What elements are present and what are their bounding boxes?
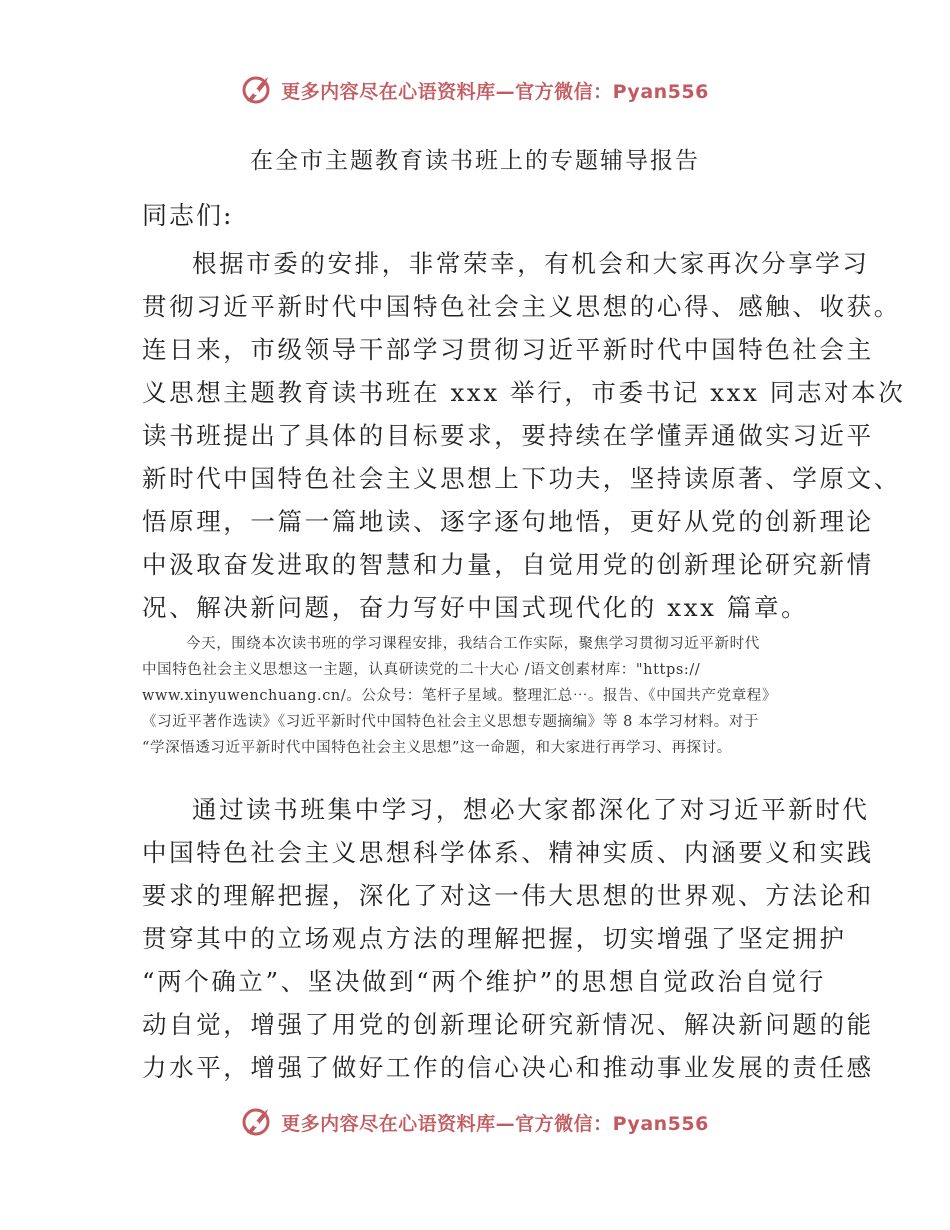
paragraph-line: 贯穿其中的立场观点方法的理解把握，切实增强了坚定拥护 bbox=[142, 924, 847, 953]
paragraph-line: 根据市委的安排，非常荣幸，有机会和大家再次分享学习 bbox=[192, 249, 870, 278]
paragraph-line: 读书班提出了具体的目标要求，要持续在学懂弄通做实习近平 bbox=[142, 421, 874, 450]
salutation: 同志们: bbox=[142, 201, 234, 230]
paragraph-line: 动自觉，增强了用党的创新理论研究新情况、解决新问题的能 bbox=[142, 1010, 874, 1039]
document-title: 在全市主题教育读书班上的专题辅导报告 bbox=[250, 148, 700, 174]
paragraph-line: 《习近平著作选读》《习近平新时代中国特色社会主义思想专题摘编》等 8 本学习材料。对于 bbox=[142, 714, 759, 730]
paragraph-line: 义思想主题教育读书班在 xxx 举行，市委书记 xxx 同志对本次 bbox=[142, 378, 906, 407]
paragraph-line: 要求的理解把握，深化了对这一伟大思想的世界观、方法论和 bbox=[142, 881, 874, 910]
paragraph-2 bbox=[142, 631, 818, 761]
paragraph-line: 况、解决新问题，奋力写好中国式现代化的 xxx 篇章。 bbox=[142, 593, 809, 622]
paragraph-line: 力水平，增强了做好工作的信心决心和推动事业发展的责任感 bbox=[142, 1053, 874, 1082]
footer-banner bbox=[0, 1102, 950, 1142]
paragraph-line: 悟原理，一篇一篇地读、逐字逐句地悟，更好从党的创新理论 bbox=[142, 507, 874, 536]
paragraph-line: 连日来，市级领导干部学习贯彻习近平新时代中国特色社会主 bbox=[142, 335, 874, 364]
paragraph-line: 中国特色社会主义思想科学体系、精神实质、内涵要义和实践 bbox=[142, 838, 874, 867]
pen-logo-icon bbox=[241, 1105, 275, 1139]
paragraph-line: 新时代中国特色社会主义思想上下功夫，坚持读原著、学原文、 bbox=[142, 464, 901, 493]
header-banner bbox=[0, 70, 950, 110]
paragraph-line: “学深悟透习近平新时代中国特色社会主义思想”这一命题，和大家进行再学习、再探讨。 bbox=[142, 740, 732, 756]
banner-text: 更多内容尽在心语资料库—官方微信：Pyan556 bbox=[281, 1112, 709, 1135]
banner-text: 更多内容尽在心语资料库—官方微信：Pyan556 bbox=[281, 80, 709, 103]
paragraph-1 bbox=[142, 242, 906, 629]
paragraph-line: 今天，围绕本次读书班的学习课程安排，我结合工作实际，聚焦学习贯彻习近平新时代 bbox=[186, 636, 760, 652]
paragraph-3 bbox=[142, 788, 874, 1089]
paragraph-line: 通过读书班集中学习，想必大家都深化了对习近平新时代 bbox=[192, 795, 870, 824]
paragraph-line: www.xinyuwenchuang.cn/。公众号：笔杆子星域。整理汇总⋯。报告、《中国共产党章程》 bbox=[142, 688, 778, 704]
paragraph-line: 贯彻习近平新时代中国特色社会主义思想的心得、感触、收获。 bbox=[142, 292, 901, 321]
pen-logo-icon bbox=[241, 73, 275, 107]
paragraph-line: 中国特色社会主义思想这一主题，认真研读党的二十大心 /语文创素材库："https:// bbox=[142, 662, 701, 678]
paragraph-line: 中汲取奋发进取的智慧和力量，自觉用党的创新理论研究新情 bbox=[142, 550, 874, 579]
paragraph-line: “两个确立”、坚决做到“两个维护”的思想自觉政治自觉行 bbox=[142, 967, 826, 996]
